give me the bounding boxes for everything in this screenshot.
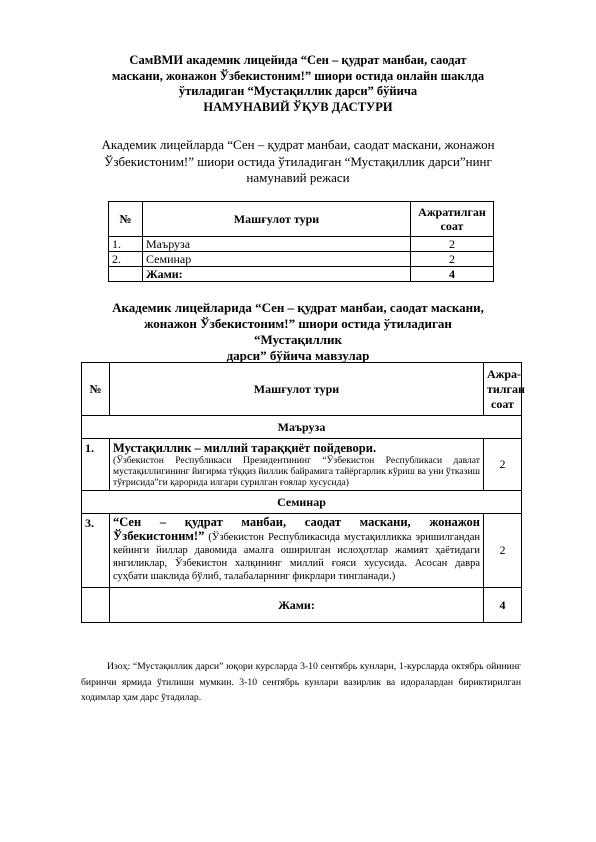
- total-label: Жами:: [110, 588, 484, 623]
- plan-subtitle: [100, 137, 496, 187]
- header-hours: Ажратилган соат: [411, 202, 494, 237]
- heading-line: Академик лицейларида “Сен – қудрат манбаи, саодат маскани,: [112, 300, 484, 315]
- heading-line: дарси” бўйича мавзулар: [226, 348, 370, 363]
- table-header-row: [82, 363, 522, 416]
- header-hours: [484, 363, 525, 416]
- section-row: [82, 491, 522, 514]
- table-total-row: [82, 588, 522, 623]
- row-hours: 2: [484, 439, 522, 491]
- row-hours: 2: [411, 252, 494, 267]
- row-num: 3.: [82, 514, 110, 588]
- header-type: Машғулот тури: [110, 363, 484, 416]
- row-hours: 2: [411, 237, 494, 252]
- table-row: [109, 237, 494, 252]
- topic-title: Мустақиллик – миллий тараққиёт пойдевори.: [113, 441, 377, 455]
- table-total-row: [109, 267, 494, 282]
- topic-title: “Сен – қудрат манбаи, саодат маскани, жонажон Ўзбекистоним!”: [113, 515, 480, 543]
- table-header-row: [109, 202, 494, 237]
- subtitle-line: Ўзбекистоним!” шиори остида ўтиладиган “Мустақиллик дарси”нинг: [104, 153, 492, 169]
- document-title: [90, 53, 506, 115]
- title-line: СамВМИ академик лицейида “Сен – қудрат манбаи, саодат: [129, 53, 467, 67]
- topic-block: [113, 516, 480, 583]
- row-content: [110, 439, 484, 491]
- table-row: [82, 514, 522, 588]
- row-num: 1.: [82, 439, 110, 491]
- row-hours: 2: [484, 514, 522, 588]
- header-hours-line: соат: [491, 396, 514, 411]
- plan-table: [108, 201, 494, 282]
- topic-description: (Ўзбекистон Республикаси Президентининг “Ўзбекистон Республикаси давлат мустақиллигининг йигирма тўққиз йиллик байрамига тайёргарлик кўриш ва уни ўтказиш тўғрисида”ги қарорида илгари сурилган ғоялар хусусида): [113, 455, 480, 488]
- topic-description: (Ўзбекистон Республикасида мустақилликка эришилгандан кейинги йиллар давомида амалга оширилган ислоҳотлар жамият ҳаётидаги янгиликлар, Ўзбекистон халқининг миллий ғояси хусусида. Асосан давра суҳбати шаклида бўлиб, талабаларнинг фикрлари тингланади.): [113, 532, 480, 582]
- row-num-empty: [82, 588, 110, 623]
- header-num: №: [109, 202, 143, 237]
- title-line: маскани, жонажон Ўзбекистоним!” шиори остида онлайн шаклда: [111, 68, 485, 83]
- row-num: 2.: [109, 252, 143, 267]
- footnote: Изоҳ: “Мустақиллик дарси” юқори курсларда 3-10 сентябрь кунлари, 1-курсларда октябрь ойининг биринчи ярмида ўтилиши мумкин. 3-10 сентябрь кунлари вазирлик ва идоралардан бириктирилган ходимлар ҳам дарс ўтадилар.: [81, 661, 521, 703]
- table-row: [109, 252, 494, 267]
- subtitle-line: намунавий режаси: [246, 170, 350, 185]
- row-type: Маъруза: [143, 237, 411, 252]
- header-hours-line: Ажра-: [487, 366, 522, 381]
- title-line: ўтиладиган “Мустақиллик дарси” бўйича: [178, 84, 418, 98]
- header-hours-line: тилган: [487, 381, 525, 396]
- section-seminar: Семинар: [82, 491, 522, 514]
- total-hours: 4: [484, 588, 522, 623]
- row-num-empty: [109, 267, 143, 282]
- subtitle-line: Академик лицейларда “Сен – қудрат манбаи, саодат маскани, жонажон: [101, 137, 495, 152]
- table-row: [82, 439, 522, 491]
- section-lecture: Маъруза: [82, 416, 522, 439]
- total-hours: 4: [411, 267, 494, 282]
- row-content: [110, 514, 484, 588]
- header-type: Машғулот тури: [143, 202, 411, 237]
- total-label: Жами:: [143, 267, 411, 282]
- heading-line: жонажон Ўзбекистоним!” шиори остида ўтиладиган “Мустақиллик: [144, 316, 452, 347]
- topics-table: [81, 362, 525, 623]
- row-num: 1.: [109, 237, 143, 252]
- row-type: Семинар: [143, 252, 411, 267]
- section-row: [82, 416, 522, 439]
- header-num: №: [82, 363, 110, 416]
- title-line: НАМУНАВИЙ ЎҚУВ ДАСТУРИ: [203, 99, 393, 114]
- topics-heading: [100, 300, 496, 364]
